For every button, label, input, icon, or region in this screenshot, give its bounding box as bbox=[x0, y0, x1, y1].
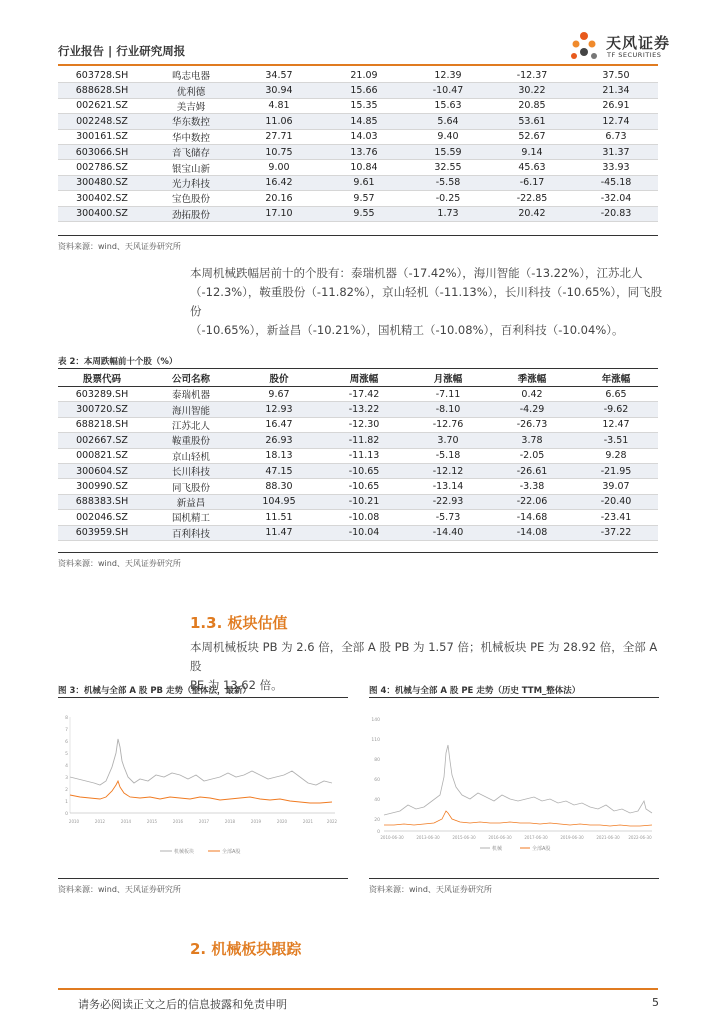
page-number: 5 bbox=[652, 996, 659, 1009]
figure4-svg bbox=[370, 705, 658, 865]
table-cell: 20.42 bbox=[490, 206, 574, 221]
table-cell: -12.30 bbox=[322, 417, 406, 432]
table-cell: 26.93 bbox=[236, 433, 322, 448]
footer-disclaimer: 请务必阅读正文之后的信息披露和免责申明 bbox=[78, 998, 287, 1011]
figure3-source: 资料来源：wind、天风证券研究所 bbox=[58, 885, 181, 894]
table-cell: 华东数控 bbox=[146, 114, 236, 129]
table-cell: 31.37 bbox=[574, 144, 658, 159]
table-row bbox=[58, 98, 658, 113]
table-cell: 9.57 bbox=[322, 191, 406, 206]
svg-text:2019: 2019 bbox=[250, 819, 262, 824]
table-cell: -22.85 bbox=[490, 191, 574, 206]
table-cell: 9.00 bbox=[236, 160, 322, 175]
table-cell: 9.67 bbox=[236, 387, 322, 402]
table-row bbox=[58, 387, 658, 402]
header-rule bbox=[58, 64, 658, 66]
table-header-cell: 周涨幅 bbox=[322, 370, 406, 387]
table-cell: 688383.SH bbox=[58, 494, 146, 509]
table-cell: -13.22 bbox=[322, 402, 406, 417]
svg-text:0: 0 bbox=[377, 830, 380, 835]
figure4-source: 资料来源：wind、天风证券研究所 bbox=[369, 885, 492, 894]
svg-text:2012: 2012 bbox=[94, 819, 106, 824]
table-cell: 47.15 bbox=[236, 463, 322, 478]
table-cell: 17.10 bbox=[236, 206, 322, 221]
table-cell: 21.34 bbox=[574, 83, 658, 98]
table2-source: 资料来源：wind、天风证券研究所 bbox=[58, 559, 181, 568]
table-cell: 宝色股份 bbox=[146, 191, 236, 206]
table-cell: 长川科技 bbox=[146, 463, 236, 478]
table-cell: -8.10 bbox=[406, 402, 490, 417]
top-decliners-table bbox=[58, 370, 658, 541]
svg-text:2017-06-30: 2017-06-30 bbox=[524, 835, 548, 840]
table-cell: 13.76 bbox=[322, 144, 406, 159]
table-cell: 9.14 bbox=[490, 144, 574, 159]
table-cell: 002621.SZ bbox=[58, 98, 146, 113]
table-cell: -10.65 bbox=[322, 463, 406, 478]
svg-text:2022: 2022 bbox=[326, 819, 338, 824]
figure3-ashare-line bbox=[70, 781, 332, 803]
svg-text:2016-06-30: 2016-06-30 bbox=[488, 835, 512, 840]
svg-text:2019-06-30: 2019-06-30 bbox=[560, 835, 584, 840]
figure3-machinery-line bbox=[70, 739, 332, 785]
table-cell: 银宝山新 bbox=[146, 160, 236, 175]
svg-text:2013-06-30: 2013-06-30 bbox=[416, 835, 440, 840]
table-cell: 9.28 bbox=[574, 448, 658, 463]
table-cell: -26.73 bbox=[490, 417, 574, 432]
table-cell: -45.18 bbox=[574, 175, 658, 190]
table-cell: 603289.SH bbox=[58, 387, 146, 402]
table-row bbox=[58, 417, 658, 432]
table-row bbox=[58, 160, 658, 175]
table-cell: 16.42 bbox=[236, 175, 322, 190]
table-cell: -0.25 bbox=[406, 191, 490, 206]
svg-text:2015: 2015 bbox=[146, 819, 158, 824]
table-cell: 39.07 bbox=[574, 479, 658, 494]
table-cell: 18.13 bbox=[236, 448, 322, 463]
table-cell: 104.95 bbox=[236, 494, 322, 509]
table-cell: -26.61 bbox=[490, 463, 574, 478]
table-cell: 15.63 bbox=[406, 98, 490, 113]
svg-text:2022-06-30: 2022-06-30 bbox=[628, 835, 652, 840]
table-cell: 6.73 bbox=[574, 129, 658, 144]
table-cell: 20.16 bbox=[236, 191, 322, 206]
table-cell: -3.38 bbox=[490, 479, 574, 494]
section-2-title: 2. 机械板块跟踪 bbox=[190, 940, 302, 958]
table-cell: 百利科技 bbox=[146, 525, 236, 540]
table-row bbox=[58, 175, 658, 190]
table-cell: 9.61 bbox=[322, 175, 406, 190]
table-cell: 3.70 bbox=[406, 433, 490, 448]
table-cell: 002046.SZ bbox=[58, 510, 146, 525]
svg-text:2016: 2016 bbox=[172, 819, 184, 824]
table-cell: 300990.SZ bbox=[58, 479, 146, 494]
table-cell: -5.58 bbox=[406, 175, 490, 190]
figure4-legend-machinery: 机械 bbox=[492, 846, 503, 852]
table-cell: 12.39 bbox=[406, 68, 490, 83]
table-row bbox=[58, 494, 658, 509]
paragraph-line: （-10.65%），新益昌（-10.21%），国机精工（-10.08%），百利科技（-10.04%）。 bbox=[190, 323, 624, 337]
table-cell: 11.47 bbox=[236, 525, 322, 540]
table-cell: 002248.SZ bbox=[58, 114, 146, 129]
table-row bbox=[58, 206, 658, 221]
report-header-title: 行业报告 | 行业研究周报 bbox=[58, 44, 186, 58]
svg-text:3: 3 bbox=[65, 776, 68, 781]
svg-text:7: 7 bbox=[65, 728, 68, 733]
table-cell: 300720.SZ bbox=[58, 402, 146, 417]
table-cell: -10.47 bbox=[406, 83, 490, 98]
svg-text:80: 80 bbox=[374, 758, 380, 763]
table-cell: 音飞储存 bbox=[146, 144, 236, 159]
table-cell: 14.03 bbox=[322, 129, 406, 144]
table-cell: 15.59 bbox=[406, 144, 490, 159]
svg-text:2010: 2010 bbox=[68, 819, 80, 824]
svg-text:2: 2 bbox=[65, 788, 68, 793]
table-cell: 15.66 bbox=[322, 83, 406, 98]
table-cell: -5.73 bbox=[406, 510, 490, 525]
table2-caption: 表 2：本周跌幅前十个股（%） bbox=[58, 357, 178, 367]
svg-text:2010-06-30: 2010-06-30 bbox=[380, 835, 404, 840]
table-cell: -23.41 bbox=[574, 510, 658, 525]
table-cell: 光力科技 bbox=[146, 175, 236, 190]
table-cell: 1.73 bbox=[406, 206, 490, 221]
footer-rule bbox=[58, 988, 658, 990]
table-cell: 300402.SZ bbox=[58, 191, 146, 206]
table-cell: 新益昌 bbox=[146, 494, 236, 509]
table-cell: 30.22 bbox=[490, 83, 574, 98]
logo-text-cn: 天风证券 bbox=[606, 34, 671, 52]
table-cell: 10.84 bbox=[322, 160, 406, 175]
svg-text:2017: 2017 bbox=[198, 819, 210, 824]
table-cell: 美吉姆 bbox=[146, 98, 236, 113]
section-1-3-title: 1.3. 板块估值 bbox=[190, 614, 288, 632]
svg-text:140: 140 bbox=[371, 718, 380, 723]
table-cell: 3.78 bbox=[490, 433, 574, 448]
table-cell: 300400.SZ bbox=[58, 206, 146, 221]
table-header-cell: 股价 bbox=[236, 370, 322, 387]
table-cell: 52.67 bbox=[490, 129, 574, 144]
figure3-legend-machinery: 机械板块 bbox=[174, 849, 195, 855]
table-cell: 鞍重股份 bbox=[146, 433, 236, 448]
table-cell: -13.14 bbox=[406, 479, 490, 494]
svg-text:2021: 2021 bbox=[302, 819, 314, 824]
table-cell: -6.17 bbox=[490, 175, 574, 190]
table-cell: 12.74 bbox=[574, 114, 658, 129]
table-cell: 同飞股份 bbox=[146, 479, 236, 494]
table-cell: -11.82 bbox=[322, 433, 406, 448]
table-row bbox=[58, 144, 658, 159]
svg-text:4: 4 bbox=[65, 764, 68, 769]
paragraph-line: PE 为 13.62 倍。 bbox=[190, 678, 283, 692]
table-cell: 88.30 bbox=[236, 479, 322, 494]
table-cell: -5.18 bbox=[406, 448, 490, 463]
table-cell: -4.29 bbox=[490, 402, 574, 417]
table-header-cell: 季涨幅 bbox=[490, 370, 574, 387]
figure4-legend-ashare: 全部A股 bbox=[532, 846, 551, 852]
table-cell: -12.76 bbox=[406, 417, 490, 432]
table-cell: -20.40 bbox=[574, 494, 658, 509]
svg-text:2020: 2020 bbox=[276, 819, 288, 824]
table-cell: -10.08 bbox=[322, 510, 406, 525]
table-cell: 优利德 bbox=[146, 83, 236, 98]
table-header-cell: 月涨幅 bbox=[406, 370, 490, 387]
paragraph-line: （-12.3%），鞍重股份（-11.82%），京山轻机（-11.13%），长川科技（-10.65%），同飞股份 bbox=[190, 285, 663, 318]
table-cell: 5.64 bbox=[406, 114, 490, 129]
table-header-cell: 股票代码 bbox=[58, 370, 146, 387]
table-header-cell: 年涨幅 bbox=[574, 370, 658, 387]
table2-top-rule bbox=[58, 368, 658, 369]
table-cell: -14.40 bbox=[406, 525, 490, 540]
table-cell: 泰瑞机器 bbox=[146, 387, 236, 402]
svg-text:20: 20 bbox=[374, 818, 380, 823]
table-cell: -12.12 bbox=[406, 463, 490, 478]
table-row bbox=[58, 83, 658, 98]
table-cell: -14.68 bbox=[490, 510, 574, 525]
figure4-ashare-line bbox=[384, 811, 652, 826]
company-logo bbox=[570, 28, 670, 64]
table-cell: 45.63 bbox=[490, 160, 574, 175]
table-cell: 30.94 bbox=[236, 83, 322, 98]
table-cell: 21.09 bbox=[322, 68, 406, 83]
table-cell: 20.85 bbox=[490, 98, 574, 113]
table-cell: 32.55 bbox=[406, 160, 490, 175]
svg-text:60: 60 bbox=[374, 778, 380, 783]
table-cell: 688218.SH bbox=[58, 417, 146, 432]
table-cell: -10.04 bbox=[322, 525, 406, 540]
table-cell: -10.65 bbox=[322, 479, 406, 494]
table-cell: 37.50 bbox=[574, 68, 658, 83]
table-cell: 33.93 bbox=[574, 160, 658, 175]
svg-text:5: 5 bbox=[65, 752, 68, 757]
svg-text:2014: 2014 bbox=[120, 819, 132, 824]
table-cell: 12.47 bbox=[574, 417, 658, 432]
table-cell: 14.85 bbox=[322, 114, 406, 129]
figure3-legend-ashare: 全部A股 bbox=[222, 849, 241, 855]
table-row bbox=[58, 448, 658, 463]
logo-text-en: TF SECURITIES bbox=[607, 51, 662, 59]
table-cell: -2.05 bbox=[490, 448, 574, 463]
table-cell: 27.71 bbox=[236, 129, 322, 144]
figure3-pb-chart bbox=[60, 705, 345, 865]
svg-text:1: 1 bbox=[65, 800, 68, 805]
figure4-caption: 图 4：机械与全部 A 股 PE 走势（历史 TTM_整体法） bbox=[369, 686, 581, 696]
table-cell: 000821.SZ bbox=[58, 448, 146, 463]
table-cell: -10.21 bbox=[322, 494, 406, 509]
figure4-pe-chart bbox=[370, 705, 658, 865]
svg-text:6: 6 bbox=[65, 740, 68, 745]
table-cell: 劲拓股份 bbox=[146, 206, 236, 221]
table-cell: 11.51 bbox=[236, 510, 322, 525]
table-cell: -37.22 bbox=[574, 525, 658, 540]
table-row bbox=[58, 463, 658, 478]
table-cell: 9.40 bbox=[406, 129, 490, 144]
table-cell: 海川智能 bbox=[146, 402, 236, 417]
table-cell: 300604.SZ bbox=[58, 463, 146, 478]
table2-bottom-rule bbox=[58, 552, 658, 553]
table-header-cell: 公司名称 bbox=[146, 370, 236, 387]
decliners-paragraph bbox=[190, 264, 670, 340]
table-row bbox=[58, 191, 658, 206]
table1-source: 资料来源：wind、天风证券研究所 bbox=[58, 242, 181, 251]
table-cell: 002786.SZ bbox=[58, 160, 146, 175]
svg-text:0: 0 bbox=[65, 812, 68, 817]
table-cell: -17.42 bbox=[322, 387, 406, 402]
table-cell: 京山轻机 bbox=[146, 448, 236, 463]
table-cell: 15.35 bbox=[322, 98, 406, 113]
figure4-machinery-line bbox=[384, 745, 652, 815]
table-cell: 10.75 bbox=[236, 144, 322, 159]
table-cell: 4.81 bbox=[236, 98, 322, 113]
svg-text:2015-06-30: 2015-06-30 bbox=[452, 835, 476, 840]
paragraph-line: 本周机械板块 PB 为 2.6 倍，全部 A 股 PB 为 1.57 倍；机械板块 PE 为 28.92 倍，全部 A 股 bbox=[190, 640, 658, 673]
table-row bbox=[58, 433, 658, 448]
table-cell: 0.42 bbox=[490, 387, 574, 402]
table-cell: 53.61 bbox=[490, 114, 574, 129]
table-cell: 华中数控 bbox=[146, 129, 236, 144]
table-row bbox=[58, 479, 658, 494]
table-cell: 9.55 bbox=[322, 206, 406, 221]
table-cell: 鸣志电器 bbox=[146, 68, 236, 83]
svg-text:40: 40 bbox=[374, 798, 380, 803]
table-cell: 002667.SZ bbox=[58, 433, 146, 448]
table-cell: 11.06 bbox=[236, 114, 322, 129]
table-cell: 6.65 bbox=[574, 387, 658, 402]
table-cell: -20.83 bbox=[574, 206, 658, 221]
table-cell: -3.51 bbox=[574, 433, 658, 448]
table-cell: -12.37 bbox=[490, 68, 574, 83]
table-cell: -7.11 bbox=[406, 387, 490, 402]
table-cell: 300161.SZ bbox=[58, 129, 146, 144]
table-cell: 603959.SH bbox=[58, 525, 146, 540]
svg-text:110: 110 bbox=[371, 738, 380, 743]
table-cell: 300480.SZ bbox=[58, 175, 146, 190]
table1-bottom-rule bbox=[58, 235, 658, 236]
table-cell: -32.04 bbox=[574, 191, 658, 206]
table-cell: 国机精工 bbox=[146, 510, 236, 525]
figure3-svg bbox=[60, 705, 345, 865]
table-cell: 688628.SH bbox=[58, 83, 146, 98]
top-gainers-table-continued bbox=[58, 68, 658, 222]
table-cell: 34.57 bbox=[236, 68, 322, 83]
table-cell: -22.93 bbox=[406, 494, 490, 509]
svg-text:2021-06-30: 2021-06-30 bbox=[596, 835, 620, 840]
table-cell: 12.93 bbox=[236, 402, 322, 417]
svg-text:8: 8 bbox=[65, 716, 68, 721]
table-row bbox=[58, 510, 658, 525]
figure3-caption: 图 3：机械与全部 A 股 PB 走势（整体法，最新） bbox=[58, 686, 251, 696]
table-cell: 16.47 bbox=[236, 417, 322, 432]
table-cell: 603728.SH bbox=[58, 68, 146, 83]
table-cell: -11.13 bbox=[322, 448, 406, 463]
table-row bbox=[58, 525, 658, 540]
table-cell: -21.95 bbox=[574, 463, 658, 478]
table-row bbox=[58, 68, 658, 83]
table-row bbox=[58, 129, 658, 144]
table-cell: -14.08 bbox=[490, 525, 574, 540]
table-cell: -22.06 bbox=[490, 494, 574, 509]
table-cell: 26.91 bbox=[574, 98, 658, 113]
paragraph-line: 本周机械跌幅居前十的个股有：泰瑞机器（-17.42%），海川智能（-13.22%），江苏北人 bbox=[190, 266, 643, 280]
logo-mark-icon bbox=[570, 28, 604, 64]
table-cell: 江苏北人 bbox=[146, 417, 236, 432]
table-row bbox=[58, 114, 658, 129]
table-cell: -9.62 bbox=[574, 402, 658, 417]
svg-text:2018: 2018 bbox=[224, 819, 236, 824]
table-cell: 603066.SH bbox=[58, 144, 146, 159]
table-row bbox=[58, 402, 658, 417]
